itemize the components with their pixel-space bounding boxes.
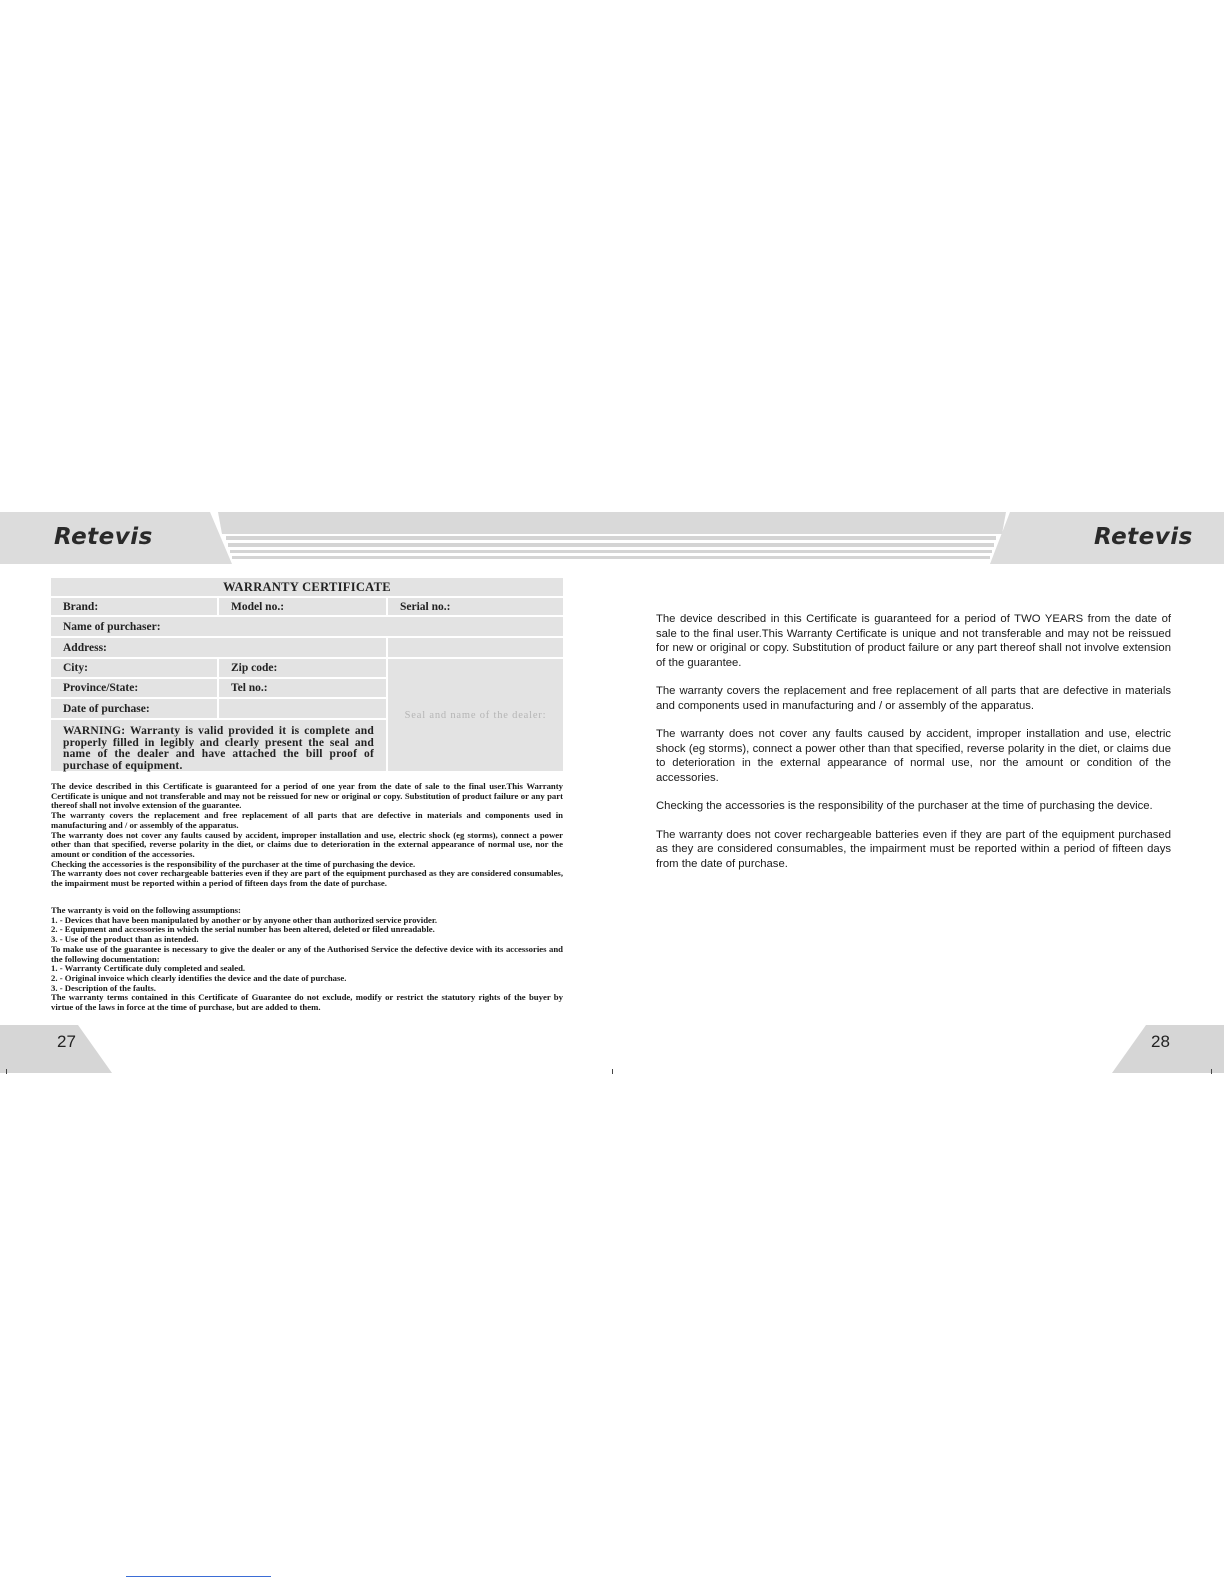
left-paragraph: The device described in this Certificate is guaranteed for a period of one year from the date of sale to the final user.This Warranty Certificate is unique and not transferable and may not be reissued for new or original or copy. Substitution of product failure or any part thereof shall not involve extension of the guarantee. bbox=[51, 781, 563, 811]
serial-field: Serial no.: bbox=[388, 598, 563, 615]
list-item: 1. - Devices that have been manipulated by another or by anyone other than authorized service provider. bbox=[51, 914, 438, 925]
crop-mark bbox=[6, 1069, 7, 1074]
city-field: City: bbox=[51, 659, 217, 677]
right-terms-text bbox=[656, 612, 1171, 885]
footer-tab-left bbox=[0, 1025, 112, 1073]
tel-field: Tel no.: bbox=[219, 679, 386, 697]
page-number-right: 28 bbox=[1151, 1032, 1170, 1051]
void-conditions-heading: The warranty is void on the following assumptions: bbox=[51, 905, 241, 915]
right-paragraph: The device described in this Certificate is guaranteed for a period of TWO YEARS from the date of sale to the final user.This Warranty Certificate is unique and not transferable and may not be reissued for new or original or copy. Substitution of product failure or any part thereof shall not involve extension of the guarantee. bbox=[656, 613, 1171, 669]
link-underline bbox=[126, 1576, 271, 1577]
date-value-field bbox=[219, 699, 386, 718]
left-paragraph: The warranty does not cover rechargeable batteries even if they are part of the equipment purchased as they are considered consumables, the impairment must be reported within a period of fifteen days from the date of purchase. bbox=[51, 868, 563, 889]
right-paragraph: The warranty covers the replacement and free replacement of all parts that are defective in materials and components used in manufacturing and / or assembly of the apparatus. bbox=[656, 685, 1171, 712]
left-terms-block-2 bbox=[51, 906, 563, 1013]
purchaser-field: Name of purchaser: bbox=[51, 617, 563, 636]
address-field: Address: bbox=[51, 638, 386, 657]
list-item: 2. - Original invoice which clearly identifies the device and the date of purchase. bbox=[51, 972, 347, 983]
crop-mark bbox=[612, 1069, 613, 1074]
left-paragraph: The warranty terms contained in this Certificate of Guarantee do not exclude, modify or restrict the statutory rights of the buyer by virtue of the laws in force at the time of purchase, but are added to them. bbox=[51, 992, 563, 1013]
left-paragraph: Checking the accessories is the responsibility of the purchaser at the time of purchasing the device. bbox=[51, 858, 416, 869]
warranty-certificate-table bbox=[51, 578, 563, 778]
page-number-left: 27 bbox=[57, 1032, 76, 1051]
dealer-seal-field: Seal and name of the dealer: bbox=[388, 659, 563, 771]
brand-field: Brand: bbox=[51, 598, 217, 615]
crop-mark bbox=[1211, 1069, 1212, 1074]
list-item: 3. - Description of the faults. bbox=[51, 982, 156, 993]
list-item: 1. - Warranty Certificate duly completed and sealed. bbox=[51, 963, 246, 974]
header-band bbox=[0, 512, 1224, 564]
brand-logo-left: Retevis bbox=[54, 524, 153, 550]
left-paragraph: To make use of the guarantee is necessary to give the dealer or any of the Authorised Service the defective device with its accessories and the following documentation: bbox=[51, 943, 563, 964]
list-item: 2. - Equipment and accessories in which the serial number has been altered, deleted or filed unreadable. bbox=[51, 924, 435, 935]
right-paragraph: The warranty does not cover any faults caused by accident, improper installation and use, electric shock (eg storms), connect a power other than that specified, reverse polarity in the diet, or claims due to deterioration in the external appearance of normal use, nor the amount or condition of the accessories. bbox=[656, 728, 1171, 784]
list-item: 3. - Use of the product than as intended. bbox=[51, 934, 199, 945]
warning-notice: WARNING: Warranty is valid provided it is complete and properly filled in legibly and clearly present the seal and name of the dealer and have attached the bill proof of purchase of equipment. bbox=[51, 720, 386, 771]
address-extra-field bbox=[388, 638, 563, 657]
date-field: Date of purchase: bbox=[51, 699, 217, 718]
province-field: Province/State: bbox=[51, 679, 217, 697]
right-paragraph: Checking the accessories is the responsibility of the purchaser at the time of purchasing the device. bbox=[656, 800, 1153, 812]
right-paragraph: The warranty does not cover rechargeable batteries even if they are part of the equipment purchased as they are considered consumables, the impairment must be reported within a period of fifteen days from the date of purchase. bbox=[656, 828, 1171, 870]
brand-logo-right: Retevis bbox=[1094, 524, 1193, 550]
left-paragraph: The warranty does not cover any faults caused by accident, improper installation and use, electric shock (eg storms), connect a power other than that specified, reverse polarity in the diet, or claims due to deterioration in the external appearance of normal use, nor the amount or condition of the accessories. bbox=[51, 829, 563, 859]
left-paragraph: The warranty covers the replacement and free replacement of all parts that are defective in materials and components used in manufacturing and / or assembly of the apparatus. bbox=[51, 810, 563, 830]
left-terms-block-1 bbox=[51, 782, 563, 889]
certificate-title: WARRANTY CERTIFICATE bbox=[51, 578, 563, 596]
zip-field: Zip code: bbox=[219, 659, 386, 677]
model-field: Model no.: bbox=[219, 598, 386, 615]
